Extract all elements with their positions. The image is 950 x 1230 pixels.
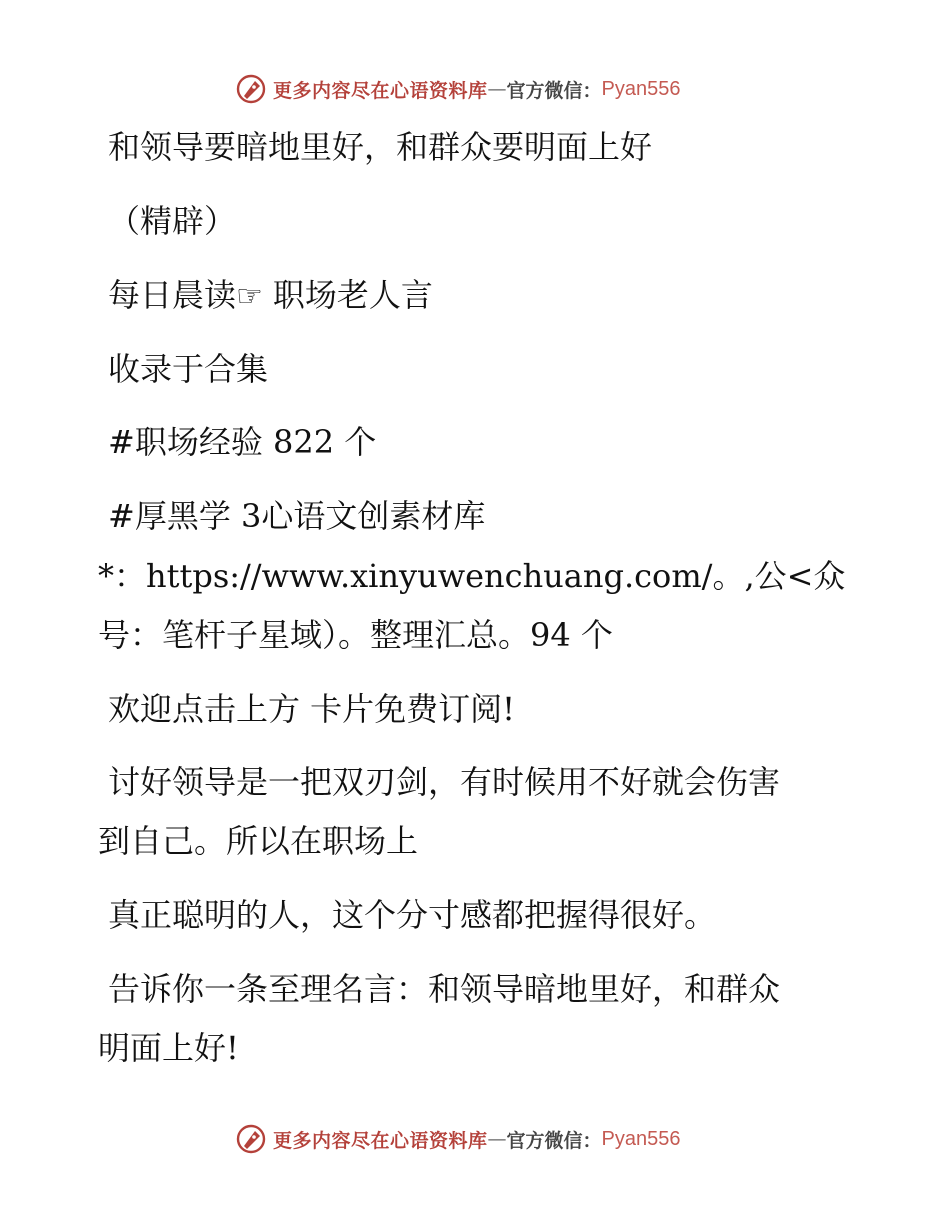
banner-wechat-label: 官方微信： <box>506 1129 602 1152</box>
source-note-line-1: *：https://www.xinyuwenchuang.com/。,公<众 <box>98 557 846 595</box>
header-banner <box>235 72 681 106</box>
series-suffix: 职场老人言 <box>272 276 433 314</box>
paragraph-3-line-2: 明面上好! <box>98 1029 239 1067</box>
collection-label: 收录于合集 <box>108 350 269 388</box>
banner-wechat-label: 官方微信： <box>506 79 602 102</box>
paragraph-1-line-2: 到自己。所以在职场上 <box>98 822 419 860</box>
tag-workplace-experience[interactable]: #职场经验 822 个 <box>108 423 377 461</box>
banner-main-text: 更多内容尽在心语资料库 <box>273 79 488 102</box>
series-prefix: 每日晨读 <box>108 276 237 314</box>
banner-main-text: 更多内容尽在心语资料库 <box>273 1129 488 1152</box>
banner-wechat-id: Pyan556 <box>601 1127 681 1150</box>
paragraph-2: 真正聪明的人，这个分寸感都把握得很好。 <box>108 896 717 934</box>
pointing-hand-icon: ☞ <box>236 279 263 314</box>
paragraph-3-line-1: 告诉你一条至理名言：和领导暗地里好，和群众 <box>108 970 781 1008</box>
paragraph-1-line-1: 讨好领导是一把双刃剑，有时候用不好就会伤害 <box>108 763 781 801</box>
banner-separator: — <box>487 78 507 100</box>
banner-wechat-id: Pyan556 <box>601 77 681 100</box>
series-line <box>108 275 433 317</box>
pen-nib-logo-icon <box>235 1123 267 1155</box>
tag-thick-black-study[interactable]: #厚黑学 3心语文创素材库 <box>108 497 486 535</box>
source-note-line-2: 号：笔杆子星域）。整理汇总。94 个 <box>98 616 613 654</box>
footer-banner <box>235 1122 681 1156</box>
pen-nib-logo-icon <box>235 73 267 105</box>
banner-separator: — <box>487 1128 507 1150</box>
article-subtitle: （精辟） <box>108 202 237 240</box>
article-title: 和领导要暗地里好，和群众要明面上好 <box>108 128 653 166</box>
welcome-text: 欢迎点击上方 卡片免费订阅! <box>108 690 516 728</box>
